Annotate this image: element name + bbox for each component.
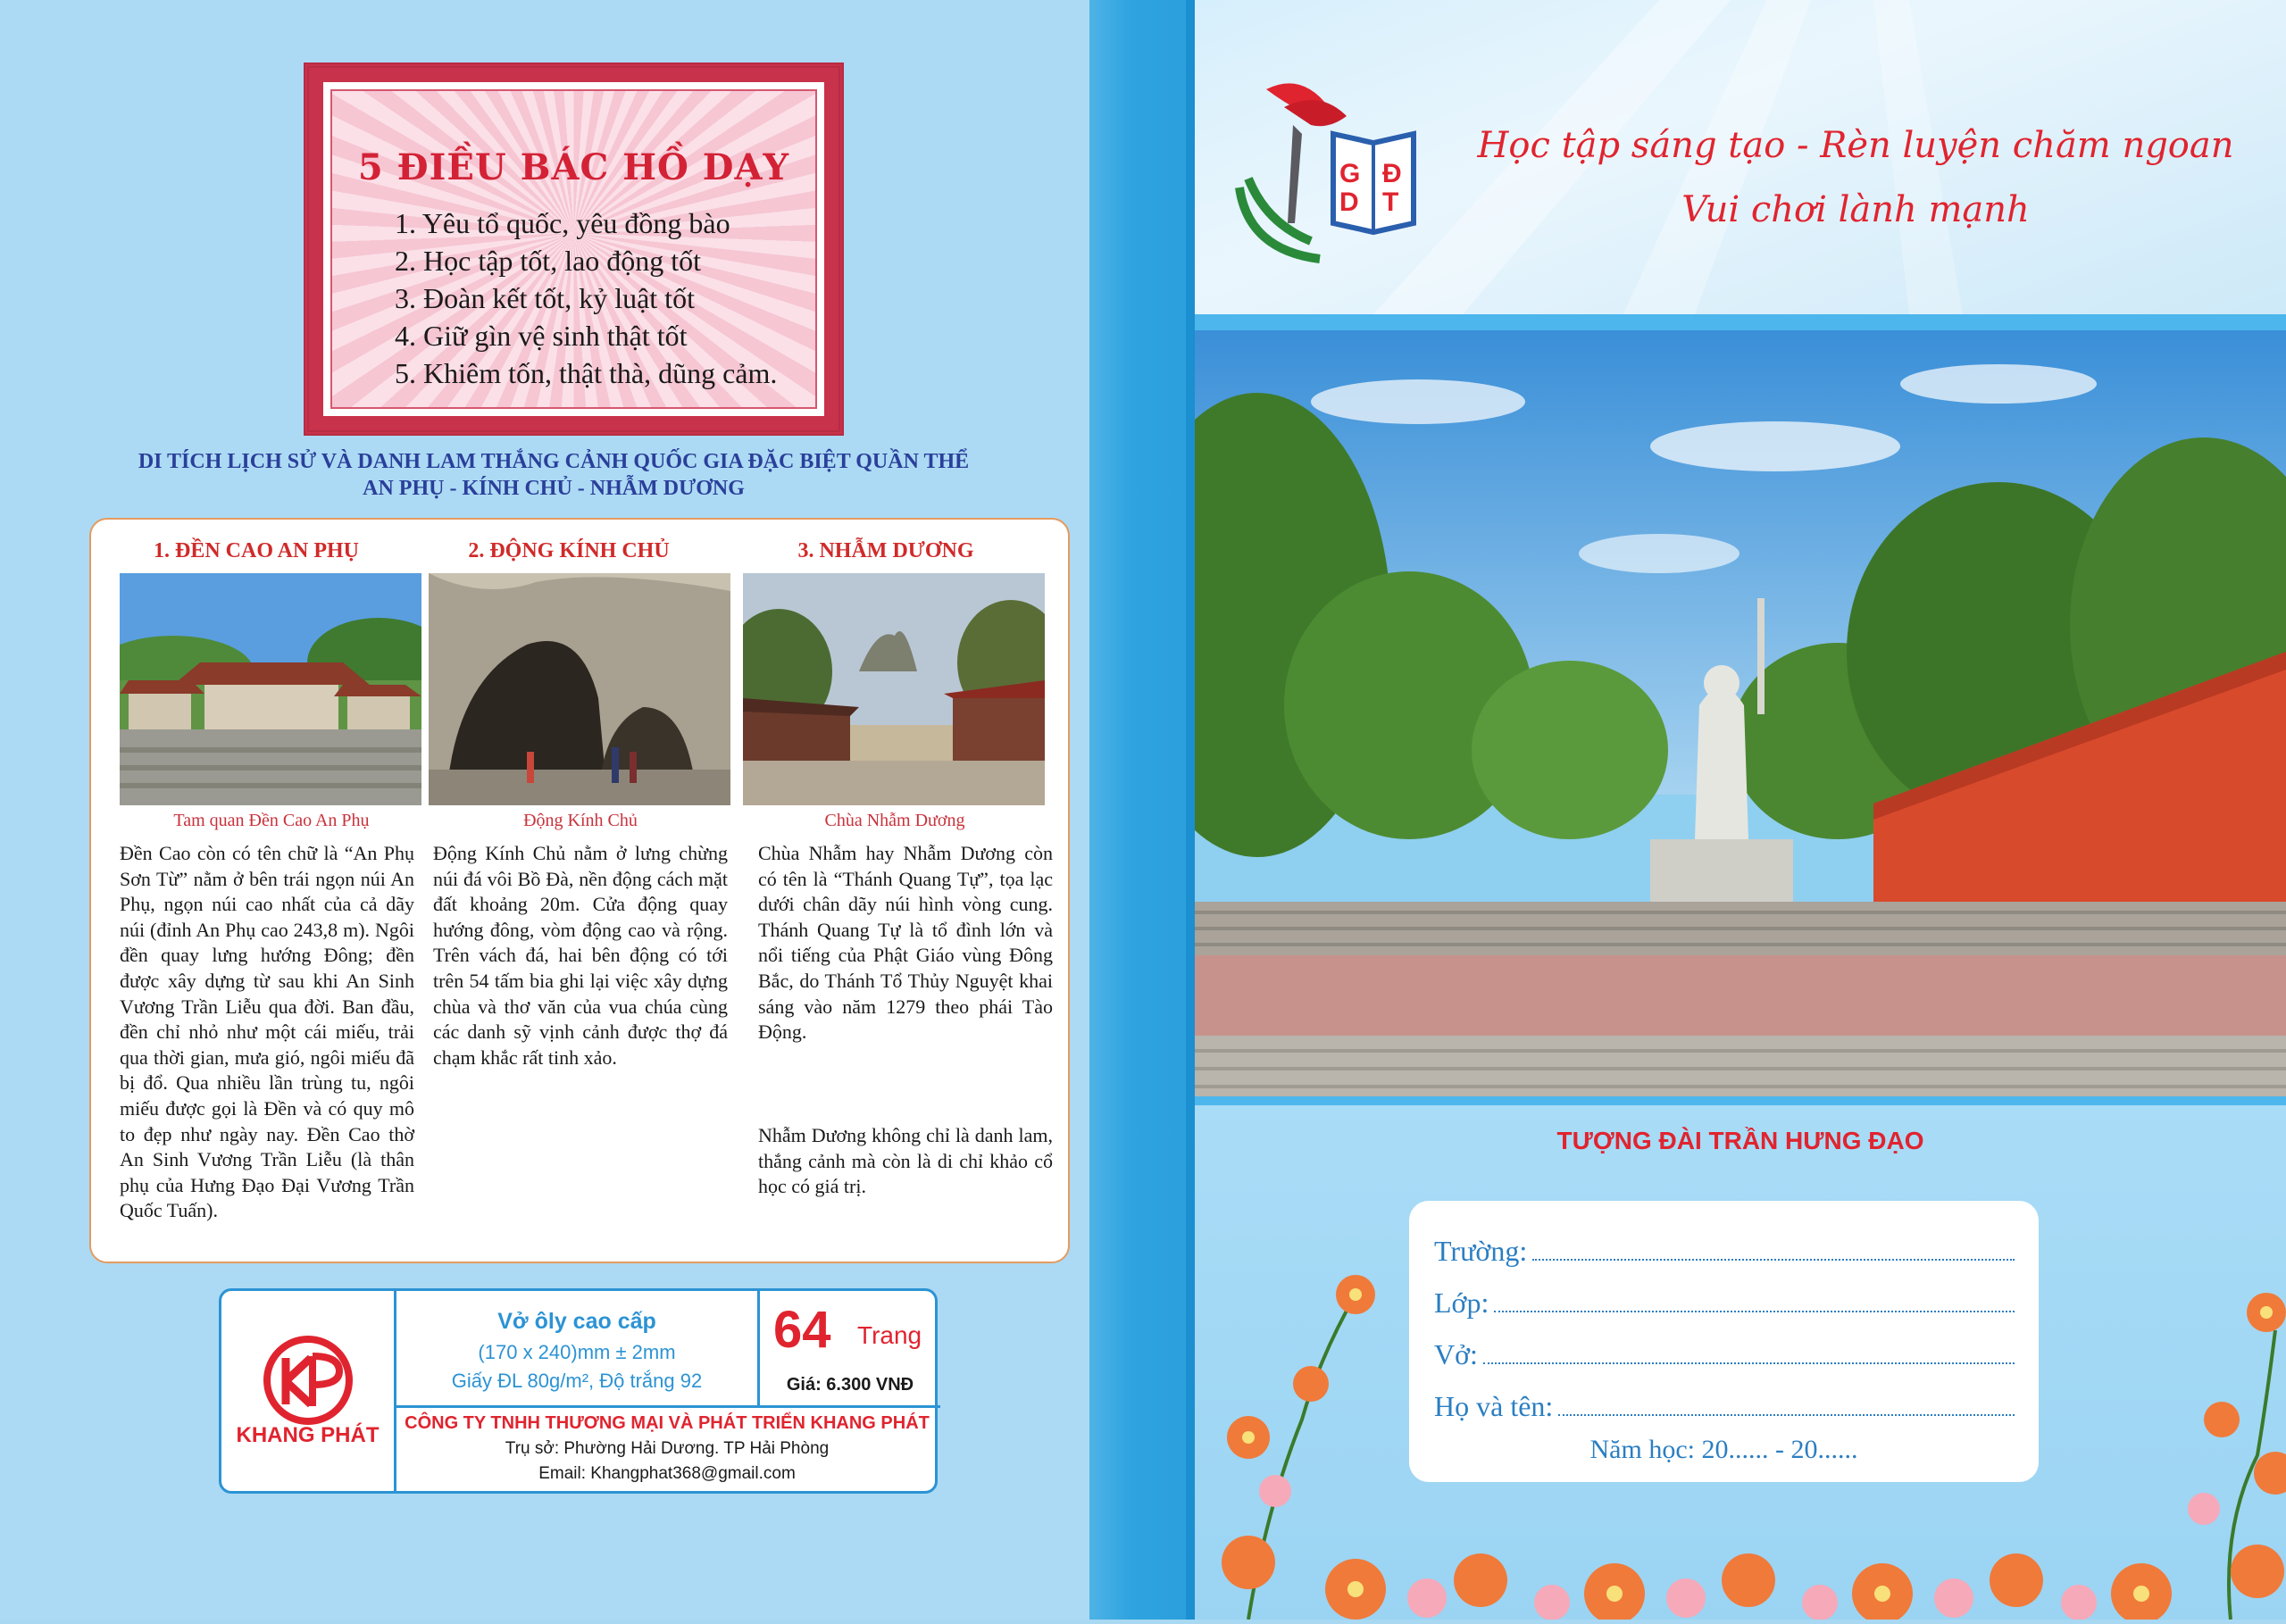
school-year: Năm học: 20...... - 20...... <box>1589 1435 1858 1464</box>
company-address: Trụ sở: Phường Hải Dương. TP Hải Phòng <box>505 1439 830 1458</box>
back-cover <box>0 0 1089 1620</box>
brand-name: KHANG PHÁT <box>236 1423 380 1447</box>
page-count-unit: Trang <box>857 1321 922 1349</box>
header-separator <box>1195 314 2286 330</box>
teaching-item: 3. Đoàn kết tốt, kỷ luật tốt <box>395 282 695 314</box>
spine-divider <box>1186 0 1195 1620</box>
site-title: 3. NHẪM DƯƠNG <box>797 539 974 562</box>
notebook-spine <box>1089 0 1195 1620</box>
photo-caption: Động Kính Chủ <box>523 811 638 830</box>
logo-letter: D <box>1339 187 1359 217</box>
cover-header <box>1195 0 2286 314</box>
five-teachings-panel <box>330 89 817 409</box>
fullname-field[interactable] <box>1434 1390 2015 1423</box>
product-info-box <box>219 1288 938 1494</box>
monument-title: TƯỢNG ĐÀI TRẦN HƯNG ĐẠO <box>1556 1127 1924 1154</box>
page-count: 64 <box>773 1301 831 1359</box>
cave-photo <box>429 573 730 805</box>
notebook-label: Vở: <box>1434 1338 1478 1370</box>
site-title: 2. ĐỘNG KÍNH CHỦ <box>468 539 670 562</box>
heritage-heading-line2: AN PHỤ - KÍNH CHỦ - NHẪM DƯƠNG <box>363 477 745 500</box>
teaching-item: 2. Học tập tốt, lao động tốt <box>395 245 702 277</box>
slogan-line2: Vui chơi lành mạnh <box>1681 189 2030 230</box>
photo-caption: Chùa Nhẫm Dương <box>824 811 965 830</box>
brand-logo <box>259 1331 357 1429</box>
site-description: Chùa Nhẫm hay Nhẫm Dương còn có tên là “Thánh Quang Tự”, tọa lạc dưới chân dãy núi hình vòng cung. Thánh Quang Tự là tổ đình lớn và nổi tiếng của Phật Giáo vùng Đông Bắc, do Thánh Tổ Thủy Nguyệt khai sáng vào năm 1279 theo phái Tào Động. <box>758 842 1053 1044</box>
product-size: (170 x 240)mm ± 2mm <box>478 1341 676 1363</box>
teaching-item: 5. Khiêm tốn, thật thà, dũng cảm. <box>395 357 778 389</box>
school-line[interactable] <box>1532 1241 2015 1261</box>
name-label-card <box>1409 1201 2039 1482</box>
torch-book-icon <box>1231 80 1436 268</box>
temple-photo <box>120 573 421 805</box>
photo-separator <box>1195 1096 2286 1105</box>
logo-letter: Đ <box>1382 159 1402 188</box>
teaching-item: 1. Yêu tổ quốc, yêu đồng bào <box>395 207 730 239</box>
education-logo <box>1231 80 1436 268</box>
class-line[interactable] <box>1494 1293 2015 1312</box>
logo-letter: T <box>1382 187 1399 217</box>
pagoda-photo <box>743 573 1045 805</box>
logo-letter: G <box>1339 159 1361 188</box>
monument-photo <box>1195 330 2286 1096</box>
site-title: 1. ĐỀN CAO AN PHỤ <box>153 539 359 562</box>
company-name: CÔNG TY TNHH THƯƠNG MẠI VÀ PHÁT TRIỂN KHANG PHÁT <box>405 1413 930 1433</box>
fullname-label: Họ và tên: <box>1434 1390 1554 1422</box>
price: Giá: 6.300 VNĐ <box>786 1375 914 1395</box>
khang-phat-logo-icon <box>259 1331 357 1429</box>
five-teachings-frame <box>304 62 844 436</box>
photo-caption: Tam quan Đền Cao An Phụ <box>173 811 370 830</box>
class-field[interactable] <box>1434 1287 2015 1320</box>
slogan-line1: Học tập sáng tạo - Rèn luyện chăm ngoan <box>1477 125 2234 166</box>
five-teachings-title: 5 ĐIỀU BÁC HỒ DẠY <box>357 146 790 188</box>
heritage-heading <box>89 448 1018 502</box>
company-email: Email: Khangphat368@gmail.com <box>538 1464 796 1483</box>
heritage-heading-line1: DI TÍCH LỊCH SỬ VÀ DANH LAM THẮNG CẢNH QUỐC GIA ĐẶC BIỆT QUẦN THỂ <box>138 450 970 473</box>
notebook-line[interactable] <box>1483 1345 2015 1364</box>
photo-dong-kinh-chu <box>429 573 730 805</box>
site-description: Động Kính Chủ nằm ở lưng chừng núi đá vôi Bồ Đà, nền động cách mặt đất khoảng 20m. Cửa động quay hướng đông, vòm động cao và rộng. Trên vách đá, hai bên động có tới trên 54 tấm bia ghi lại việc xây dựng chùa và thơ văn của vua chúa cùng các danh sỹ vịnh cảnh được thợ đá chạm khắc rất tinh xảo. <box>433 842 728 1069</box>
product-name: Vở ôly cao cấp <box>497 1309 656 1334</box>
notebook-field[interactable] <box>1434 1338 2015 1371</box>
tran-hung-dao-statue-photo <box>1195 330 2286 1096</box>
school-label: Trường: <box>1434 1235 1528 1267</box>
photo-chua-nham-duong <box>743 573 1045 805</box>
heritage-sites-panel <box>89 518 1070 1263</box>
front-cover <box>1195 0 2286 1620</box>
school-field[interactable] <box>1434 1235 2015 1268</box>
fullname-line[interactable] <box>1558 1396 2015 1416</box>
site-description: Đền Cao còn có tên chữ là “An Phụ Sơn Từ” nằm ở bên trái ngọn núi An Phụ, ngọn núi cao nhất của cả dãy núi (đỉnh An Phụ cao 243,8 m). Ngôi đền quay lưng hướng Đông; đền được xây dựng từ sau khi An Sinh Vương Trần Liễu qua đời. Ban đầu, đền chỉ nhỏ như một cái miếu, trải qua thời gian, mưa gió, ngôi miếu đã bị đổ. Qua nhiều lần trùng tu, ngôi miếu được gọi là Đền và có quy mô to đẹp như ngày nay. Đền Cao thờ An Sinh Vương Trần Liễu (là thân phụ của Hưng Đạo Đại Vương Trần Quốc Tuấn). <box>120 842 414 1222</box>
site-description-extra: Nhẫm Dương không chỉ là danh lam, thắng cảnh mà còn là di chỉ khảo cổ học có giá trị. <box>758 1124 1053 1198</box>
product-paper: Giấy ĐL 80g/m², Độ trắng 92 <box>451 1370 703 1392</box>
teaching-item: 4. Giữ gìn vệ sinh thật tốt <box>395 320 688 352</box>
photo-den-cao-an-phu <box>120 573 421 805</box>
class-label: Lớp: <box>1434 1287 1489 1319</box>
